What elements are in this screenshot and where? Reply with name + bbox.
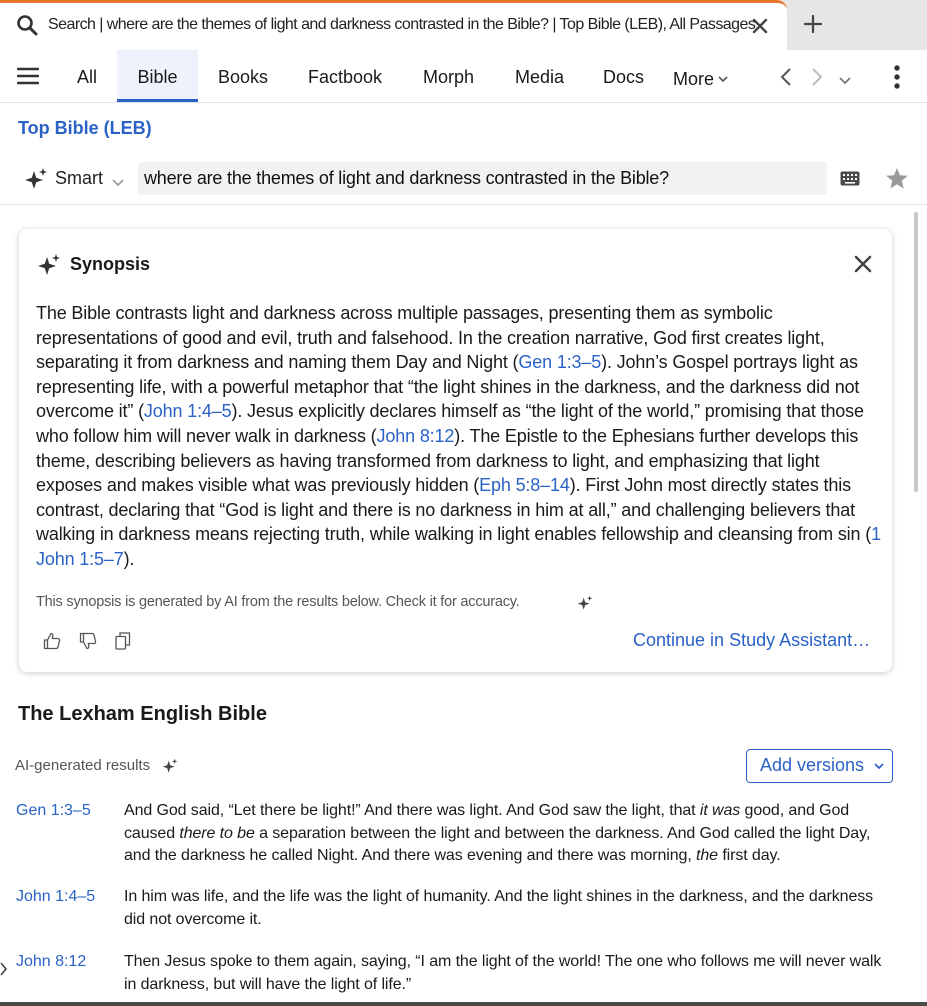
continue-study-assistant-link[interactable]: Continue in Study Assistant…: [633, 630, 871, 650]
nav-bar: [0, 50, 927, 103]
results-title: The Lexham English Bible: [18, 703, 267, 725]
tab-bible[interactable]: Bible: [117, 50, 198, 102]
tab-more[interactable]: [673, 50, 728, 102]
verse-text: [124, 800, 894, 868]
thumbs-up-icon[interactable]: [43, 632, 61, 655]
synopsis-segment: The Bible contrasts light and darkness across multiple passages, presenting them as symbolic representations of good and evil, truth and falsehood. In the creation narrative, God first creates light, separating it from darkness and naming them Day and Night (: [36, 303, 825, 373]
tab-docs[interactable]: Docs: [603, 67, 645, 87]
close-icon[interactable]: [752, 18, 768, 39]
divider: [0, 204, 927, 205]
verse-text: [124, 886, 894, 931]
verse-ref-link[interactable]: Gen 1:3–5: [16, 802, 91, 819]
scripture-link[interactable]: Gen 1:3–5: [518, 352, 602, 373]
synopsis-heading: Synopsis: [70, 254, 151, 274]
search-mode-label[interactable]: Smart: [55, 168, 104, 188]
scripture-link[interactable]: Eph 5:8–14: [479, 475, 570, 496]
sparkle-icon: [162, 758, 178, 779]
verse-italic-text: there to be: [179, 824, 255, 842]
sparkle-icon[interactable]: [24, 167, 48, 196]
synopsis-card: [19, 229, 892, 672]
tab-strip: [0, 0, 927, 50]
synopsis-segment: ). First John most directly states this contrast, declaring that “God is light and there is no darkness in him at all,” and challenging believers that walking in darkness means rejecting truth, while walking in light enables fellowship and cleansing from sin (: [36, 475, 872, 545]
active-tab[interactable]: [0, 0, 787, 50]
search-input[interactable]: where are the themes of light and darkness contrasted in the Bible?: [138, 162, 827, 195]
add-versions-button[interactable]: [746, 749, 893, 783]
thumbs-down-icon[interactable]: [79, 632, 97, 655]
chevron-down-icon: [718, 50, 728, 104]
synopsis-segment: ). The Epistle to the Ephesians further develops this theme, describing believers as having transformed from darkness to light, and emphasizing that light exposes and makes visible what was previously hidden (: [36, 425, 859, 496]
plus-icon[interactable]: [803, 14, 823, 39]
verse-italic-text: it was: [699, 802, 741, 819]
star-icon[interactable]: [885, 167, 909, 195]
chevron-left-icon[interactable]: [780, 68, 792, 91]
ai-disclaimer: This synopsis is generated by AI from the results below. Check it for accuracy.: [36, 594, 520, 610]
tab-factbook[interactable]: Factbook: [308, 67, 383, 87]
add-versions-label: Add versions: [760, 755, 865, 775]
tab-morph[interactable]: Morph: [423, 67, 475, 87]
verse-text-segment: first day.: [717, 847, 781, 864]
search-icon: [16, 14, 38, 41]
sparkle-icon: [37, 253, 61, 282]
chevron-right-icon[interactable]: [0, 962, 8, 981]
synopsis-text: [36, 301, 881, 572]
verse-text-segment: Then Jesus spoke to them again, saying, “I am the light of the world! The one who follows me will never walk in darkness, but will have the light of life.”: [124, 953, 882, 993]
verse-text: [124, 951, 894, 996]
resource-title[interactable]: Top Bible (LEB): [18, 118, 152, 138]
copy-icon[interactable]: [115, 632, 131, 655]
verse-text-segment: In him was life, and the life was the light of humanity. And the light shines in the darkness, and the darkness did not overcome it.: [124, 888, 874, 928]
verse-ref-link[interactable]: John 1:4–5: [16, 888, 96, 905]
verse-text-segment: a separation between the light and between the darkness. And God called the light Day, and the darkness he called Night. And there was evening and there was morning,: [124, 824, 871, 864]
ai-results-label: AI-generated results: [15, 757, 151, 774]
bottom-bar: [0, 1002, 927, 1006]
synopsis-segment: ). Jesus explicitly declares himself as “the light of the world,” promising that those who follow him will never walk in darkness (: [36, 401, 864, 446]
tab-more-label: More: [673, 69, 715, 89]
sparkle-icon: [577, 595, 593, 616]
verse-ref-link[interactable]: John 8:12: [16, 953, 87, 970]
verse-text-segment: good, and God caused: [124, 802, 850, 842]
tab-media[interactable]: Media: [515, 67, 565, 87]
kebab-menu-icon[interactable]: [893, 65, 901, 94]
keyboard-icon[interactable]: [840, 171, 860, 191]
chevron-down-icon: [874, 763, 884, 770]
tab-books[interactable]: Books: [218, 67, 269, 87]
synopsis-segment: ).: [123, 548, 135, 569]
tab-title: Search | where are the themes of light and darkness contrasted in the Bible? | Top Bible (LEB), All Passages: [48, 16, 756, 33]
hamburger-icon[interactable]: [17, 66, 39, 91]
chevron-down-icon[interactable]: [112, 174, 124, 192]
scripture-link[interactable]: 1 John 1:5–7: [36, 524, 881, 569]
verse-italic-text: the: [696, 847, 718, 864]
scripture-link[interactable]: John 1:4–5: [143, 401, 232, 422]
chevron-down-icon[interactable]: [839, 72, 851, 90]
verse-text-segment: And God said, “Let there be light!” And there was light. And God saw the light, that: [124, 802, 700, 819]
scripture-link[interactable]: John 8:12: [376, 425, 455, 446]
scrollbar[interactable]: [914, 212, 918, 492]
synopsis-segment: ). John’s Gospel portrays light as representing life, with a powerful metaphor that “the light shines in the darkness, and the darkness did not overcome it” (: [36, 352, 860, 422]
close-icon[interactable]: [854, 255, 872, 278]
tab-all[interactable]: All: [77, 67, 98, 87]
chevron-right-icon[interactable]: [811, 68, 823, 91]
